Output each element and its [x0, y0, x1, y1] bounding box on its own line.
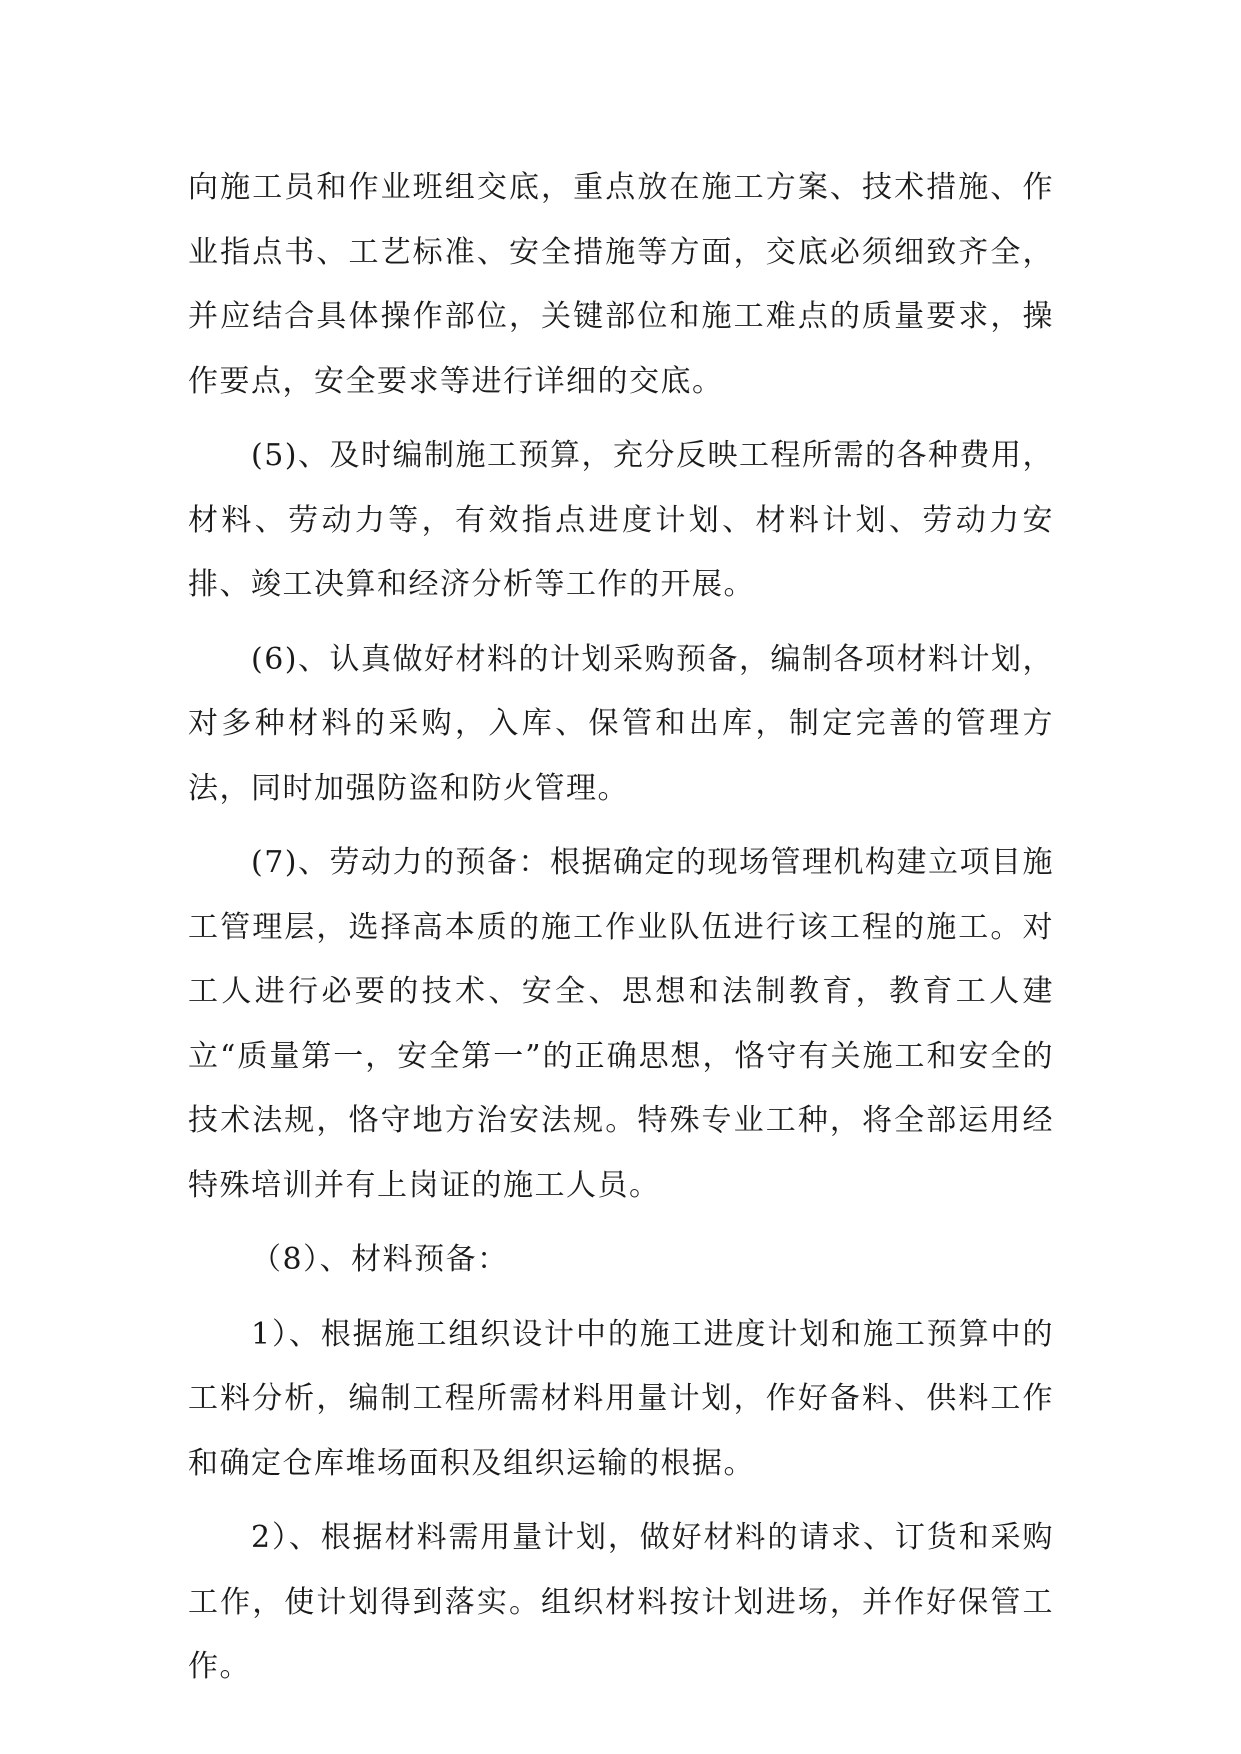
paragraph-item-7: (7)、劳动力的预备：根据确定的现场管理机构建立项目施工管理层，选择高本质的施工作业队伍进行该工程的施工。对工人进行必要的技术、安全、思想和法制教育，教育工人建立“质量第一，安全第一”的正确思想，恪守有关施工和安全的技术法规，恪守地方治安法规。特殊专业工种，将全部运用经特殊培训并有上岗证的施工人员。 [188, 845, 1054, 1203]
paragraph-technical-briefing: 向施工员和作业班组交底，重点放在施工方案、技术措施、作业指点书、工艺标准、安全措施等方面，交底必须细致齐全，并应结合具体操作部位，关键部位和施工难点的质量要求，操作要点，安全要求等进行详细的交底。 [188, 170, 1054, 399]
paragraph-item-5: (5)、及时编制施工预算，充分反映工程所需的各种费用，材料、劳动力等，有效指点进度计划、材料计划、劳动力安排、竣工决算和经济分析等工作的开展。 [188, 438, 1054, 602]
document-body [188, 156, 1054, 1710]
paragraph-item-8-heading: （8）、材料预备： [251, 1242, 509, 1277]
paragraph-sub-item-2: 2）、根据材料需用量计划，做好材料的请求、订货和采购工作，使计划得到落实。组织材料按计划进场，并作好保管工作。 [188, 1520, 1054, 1684]
paragraph-sub-item-1: 1）、根据施工组织设计中的施工进度计划和施工预算中的工料分析，编制工程所需材料用量计划，作好备料、供料工作和确定仓库堆场面积及组织运输的根据。 [188, 1316, 1054, 1481]
paragraph-item-6: (6)、认真做好材料的计划采购预备，编制各项材料计划，对多种材料的采购，入库、保管和出库，制定完善的管理方法，同时加强防盗和防火管理。 [188, 641, 1054, 806]
